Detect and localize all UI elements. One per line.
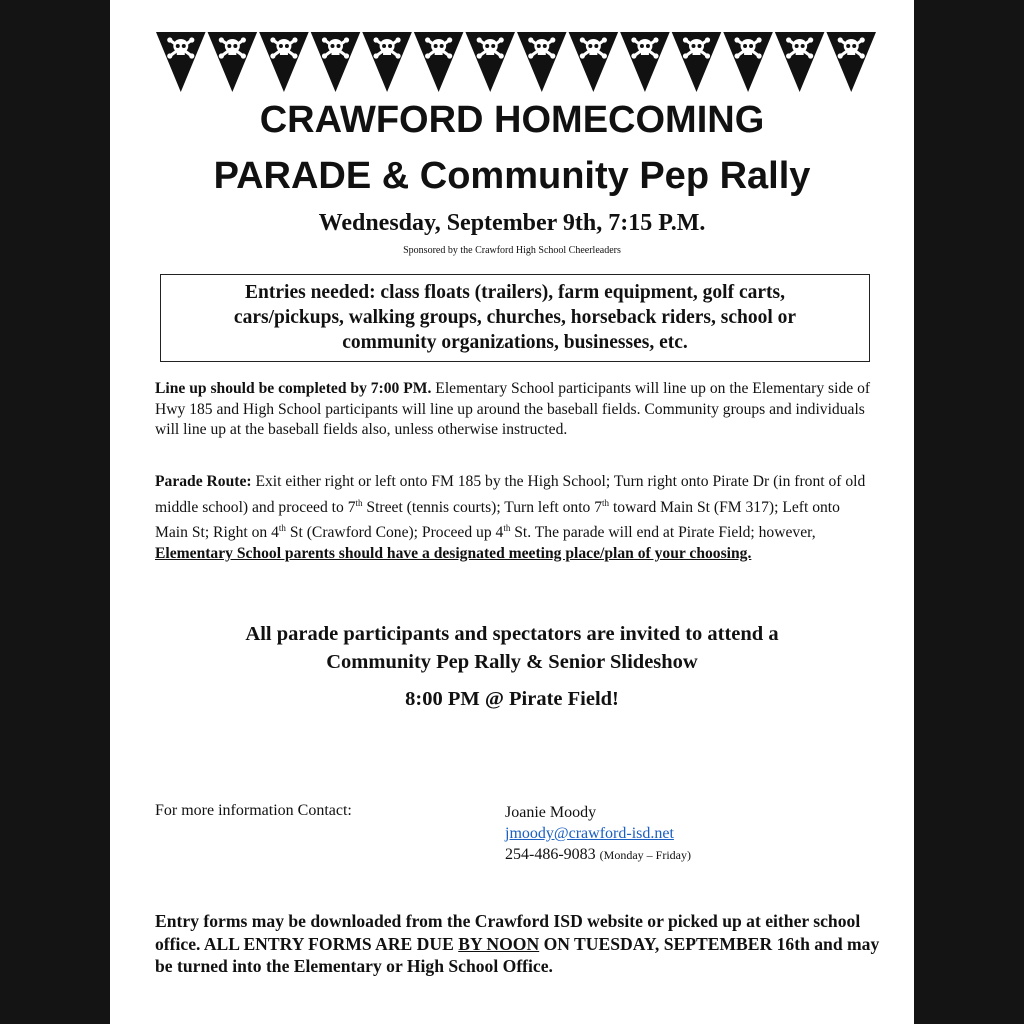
entry-forms-note <box>155 910 885 978</box>
title-line-1: CRAWFORD HOMECOMING <box>259 99 765 141</box>
route-text-3: toward Main St (FM 317); Left onto Main St; Right on 4 <box>155 498 840 542</box>
route-text-5: St. The parade will end at Pirate Field; however, <box>510 524 816 542</box>
route-sup-4: th <box>503 523 511 534</box>
route-emphasis: Elementary School parents should have a designated meeting place/plan of your choosing. <box>155 544 752 562</box>
contact-phone: 254-486-9083 <box>505 846 596 863</box>
route-text-4: St (Crawford Cone); Proceed up 4 <box>285 524 504 542</box>
entries-line-1: Entries needed: class floats (trailers), farm equipment, golf carts, <box>245 282 785 303</box>
pennant-flag <box>259 32 309 92</box>
invite-line-3: 8:00 PM @ Pirate Field! <box>405 688 619 710</box>
footer-deadline: BY NOON <box>458 933 540 954</box>
pennant-flag <box>311 32 361 92</box>
route-sup-1: th <box>355 497 363 508</box>
invite-line-1: All parade participants and spectators are invited to attend a <box>245 623 779 645</box>
lineup-paragraph <box>155 379 875 441</box>
route-sup-3: th <box>278 523 286 534</box>
pennant-flag <box>672 32 722 92</box>
invite-line-2: Community Pep Rally & Senior Slideshow <box>326 651 698 673</box>
lineup-text: Elementary School participants will line up on the Elementary side of Hwy 185 and High School participants will line up around the baseball fields. Community groups and individuals will line up at the baseball fields also, unless otherwise instructed. <box>155 380 871 438</box>
route-paragraph <box>155 472 875 564</box>
entries-line-3: community organizations, businesses, etc. <box>342 332 688 353</box>
flyer-page <box>110 0 914 1024</box>
contact-label: For more information Contact: <box>155 802 352 819</box>
entries-needed-box <box>160 274 870 362</box>
lineup-lead: Line up should be completed by 7:00 PM. <box>155 380 432 397</box>
pennant-flag <box>208 32 258 92</box>
footer-text-2: ON TUESDAY, SEPTEMBER 16th and may be turned into the Elementary or High School Office. <box>155 933 880 976</box>
pennant-flag <box>775 32 825 92</box>
title-line-2: PARADE & Community Pep Rally <box>213 155 811 197</box>
pennant-flag <box>465 32 515 92</box>
route-text-1: Exit either right or left onto FM 185 by the High School; Turn right onto Pirate Dr (in front of old middle school) and proceed to 7 <box>155 473 866 516</box>
event-date: Wednesday, September 9th, 7:15 P.M. <box>318 210 706 236</box>
pirate-pennant-banner <box>155 32 877 94</box>
contact-hours: (Monday – Friday) <box>599 848 691 862</box>
pennant-flag <box>723 32 773 92</box>
pennant-flag <box>156 32 206 92</box>
sponsor-note: Sponsored by the Crawford High School Cheerleaders <box>403 245 621 256</box>
contact-details <box>505 802 691 866</box>
footer-text-1: Entry forms may be downloaded from the Crawford ISD website or picked up at either school office. ALL ENTRY FORMS ARE DUE <box>155 911 861 954</box>
pennant-flag <box>517 32 567 92</box>
route-text-2: Street (tennis courts); Turn left onto 7 <box>362 498 603 516</box>
entries-line-2: cars/pickups, walking groups, churches, horseback riders, school or <box>233 307 797 328</box>
route-lead: Parade Route: <box>155 473 252 490</box>
contact-email-link[interactable]: jmoody@crawford-isd.net <box>505 825 674 842</box>
pennant-flag <box>569 32 619 92</box>
contact-name: Joanie Moody <box>505 804 597 821</box>
pennant-flag <box>362 32 412 92</box>
pennant-flag <box>826 32 876 92</box>
pennant-flag <box>620 32 670 92</box>
pennant-flag <box>414 32 464 92</box>
route-sup-2: th <box>602 497 610 508</box>
